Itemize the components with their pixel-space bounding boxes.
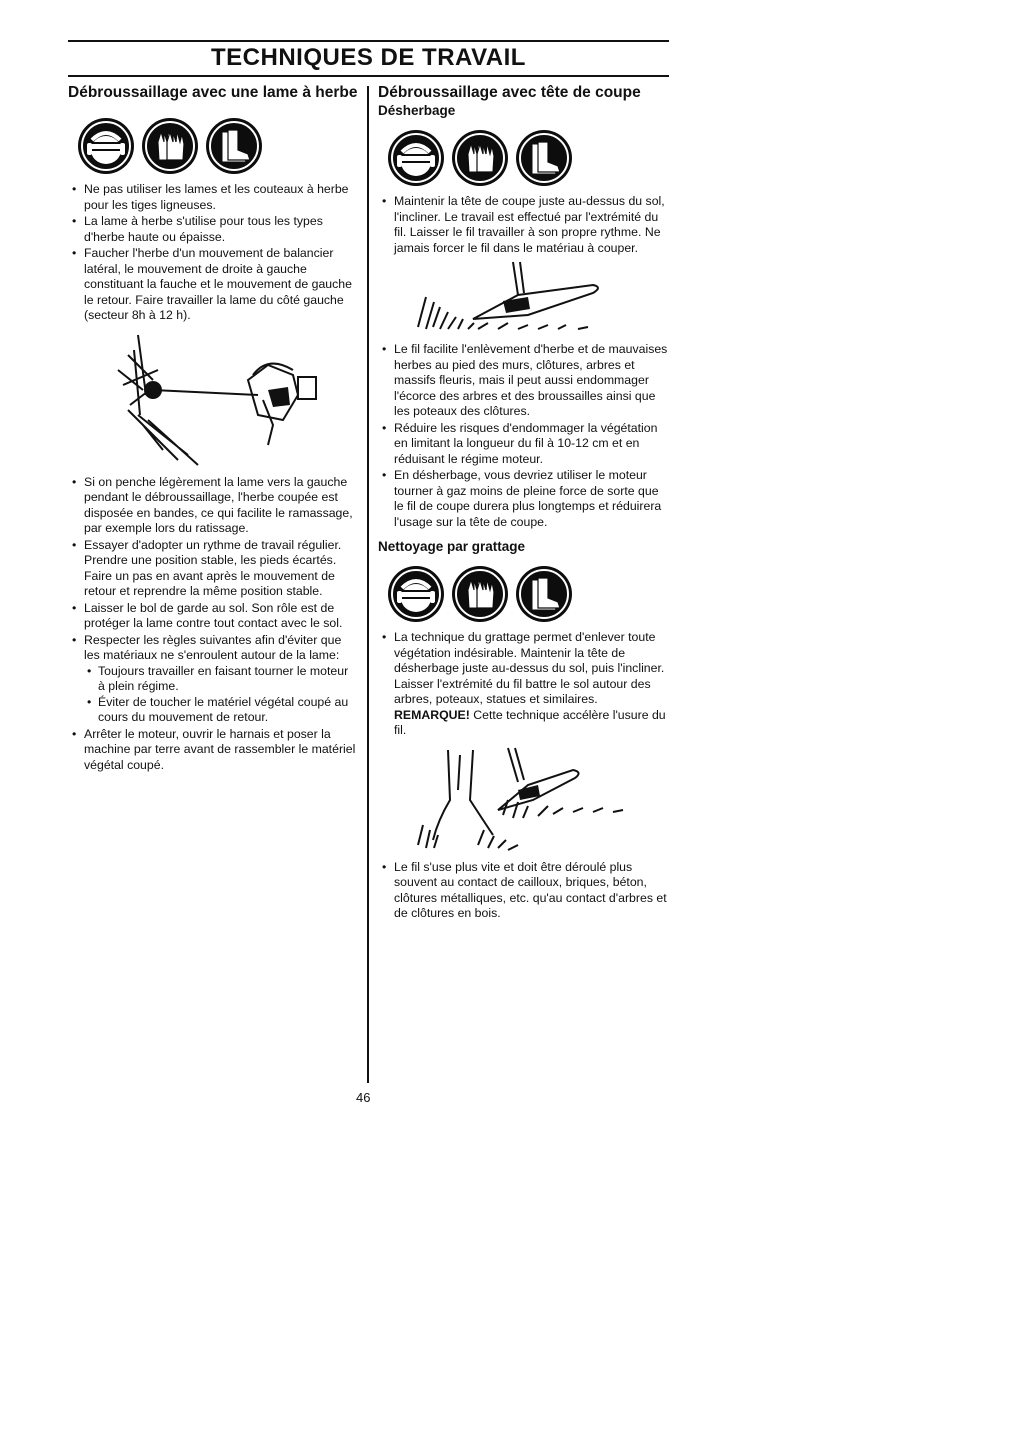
boots-icon: [206, 118, 262, 174]
protective-helmet-icon: [78, 118, 134, 174]
right-column: [378, 84, 668, 923]
right-safety-icons-2: [388, 566, 668, 622]
sub-list-item: • Éviter de toucher le matériel végétal coupé au cours du mouvement de retour.: [84, 695, 358, 726]
gloves-icon: [142, 118, 198, 174]
list-item: • Faucher l'herbe d'un mouvement de balancier latéral, le mouvement de droite à gauche constituant la fauche et le mouvement de gauche le retour. Faire travailler la lame du côté gauche (secteur 8h à 12 h).: [68, 246, 358, 324]
subheading-desherbage: Désherbage: [378, 103, 456, 118]
protective-helmet-icon: [388, 566, 444, 622]
right-bullets-3: [378, 860, 668, 922]
list-item: [68, 633, 358, 726]
list-item: • Arrêter le moteur, ouvrir le harnais et poser la machine par terre avant de rassembler le matériel végétal coupé.: [68, 727, 358, 774]
list-item: [378, 630, 668, 739]
scrape-text: La technique du grattage permet d'enlever toute végétation indésirable. Maintenir la tête de désherbage juste au-dessus du sol, puis l'incliner. Laisser l'extrémité du fil battre le sol autour des arbres, poteaux, statues et similaires.: [394, 630, 665, 706]
list-item: • Le fil facilite l'enlèvement d'herbe et de mauvaises herbes au pied des murs, clôtures, arbres et massifs fleuris, mais il peut aussi endommager l'écorce des arbres et des broussailles ainsi que les poteaux des clôtures.: [378, 342, 668, 420]
list-item: • Réduire les risques d'endommager la végétation en limitant la longueur du fil à 10-12 cm et en réduisant le régime moteur.: [378, 421, 668, 468]
list-item: • Maintenir la tête de coupe juste au-dessus du sol, l'incliner. Le travail est effectué par l'extrémité du fil. Laisser le fil travailler à son propre rythme. Ne jamais forcer le fil dans le matériau à couper.: [378, 194, 668, 256]
list-item: • Le fil s'use plus vite et doit être déroulé plus souvent au contact de cailloux, briques, béton, clôtures métalliques, etc. qu'au contact d'arbres et de clôtures en bois.: [378, 860, 668, 922]
left-bullets-a: [68, 182, 358, 324]
list-item: • Essayer d'adopter un rythme de travail régulier. Prendre une position stable, les pieds écartés. Faire un pas en avant après le mouvement de retour et reprendre la même position stable.: [68, 538, 358, 600]
list-item: • La lame à herbe s'utilise pour tous les types d'herbe haute ou épaisse.: [68, 214, 358, 245]
gloves-icon: [452, 566, 508, 622]
right-bullets-scrape: [378, 630, 668, 739]
right-bullets-1: [378, 194, 668, 256]
page-number: 46: [356, 1090, 371, 1105]
left-bullets-b: [68, 475, 358, 774]
right-heading: Débroussaillage avec tête de coupe: [378, 84, 641, 101]
protective-helmet-icon: [388, 130, 444, 186]
respect-sublist: [84, 664, 358, 726]
boots-icon: [516, 130, 572, 186]
sub-list-item: • Toujours travailler en faisant tourner le moteur à plein régime.: [84, 664, 358, 695]
left-heading: Débroussaillage avec une lame à herbe: [68, 84, 358, 101]
respect-intro: Respecter les règles suivantes afin d'éviter que les matériaux ne s'enroulent autour de la lame:: [84, 632, 342, 662]
right-safety-icons-1: [388, 130, 668, 186]
subheading-grattage: Nettoyage par grattage: [378, 539, 526, 554]
remark-label: REMARQUE!: [394, 707, 470, 722]
title-underline: [68, 75, 669, 77]
tree-scraping-illustration: [378, 740, 668, 860]
right-bullets-2: [378, 342, 668, 530]
list-item: • Laisser le bol de garde au sol. Son rôle est de protéger la lame contre tout contact avec le sol.: [68, 601, 358, 632]
left-safety-icons: [78, 118, 358, 174]
list-item: • Ne pas utiliser les lames et les couteaux à herbe pour les tiges ligneuses.: [68, 182, 358, 213]
page-title: TECHNIQUES DE TRAVAIL: [211, 44, 526, 71]
boots-icon: [516, 566, 572, 622]
column-divider: [367, 86, 369, 1083]
top-rule: [68, 40, 669, 42]
remark-text: Cette technique accélère l'usure du fil.: [394, 707, 666, 737]
left-column: [68, 84, 358, 774]
gloves-icon: [452, 130, 508, 186]
list-item: • En désherbage, vous devriez utiliser le moteur tourner à gaz moins de pleine force de sorte que le fil de coupe durera plus longtemps et réduirera l'usage sur la tête de coupe.: [378, 468, 668, 530]
list-item: • Si on penche légèrement la lame vers la gauche pendant le débroussaillage, l'herbe coupée est disposée en bandes, ce qui facilite le ramassage, par exemple lors du ratissage.: [68, 475, 358, 537]
grass-blade-trimmer-illustration: [68, 325, 358, 475]
trimmer-head-mowing-illustration: [378, 257, 668, 342]
